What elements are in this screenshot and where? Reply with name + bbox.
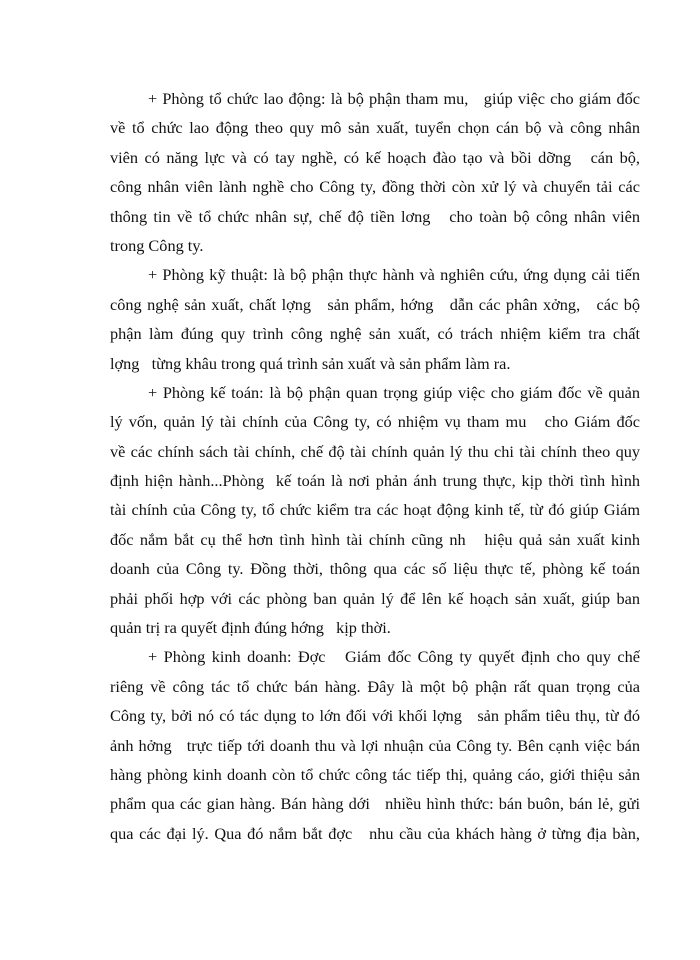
text-line: định hiện hành...Phòng kế toán là nơi phản ánh trung thực, kịp thời tình hình <box>110 471 640 491</box>
paragraph-phong-ke-toan <box>110 378 640 643</box>
paragraph-phong-kinh-doanh <box>110 642 640 848</box>
text-line: + Phòng kinh doanh: Đợc Giám đốc Công ty quyết định cho quy chế <box>148 647 640 667</box>
text-line: lý vốn, quản lý tài chính của Công ty, có nhiệm vụ tham mu cho Giám đốc <box>110 412 640 432</box>
paragraph-phong-to-chuc-lao-dong <box>110 84 640 260</box>
text-line: trong Công ty. <box>110 235 204 255</box>
text-line: về tổ chức lao động theo quy mô sản xuất, tuyển chọn cán bộ và công nhân <box>110 118 640 138</box>
text-line: + Phòng kế toán: là bộ phận quan trọng giúp việc cho giám đốc về quản <box>148 382 640 402</box>
paragraph-phong-ky-thuat <box>110 260 640 378</box>
text-line: công nhân viên lành nghề cho Công ty, đồng thời còn xử lý và chuyển tải các <box>110 177 640 197</box>
text-line: công nghệ sản xuất, chất lợng sản phẩm, hớng dẫn các phân xởng, các bộ <box>110 294 640 314</box>
text-line: lợng từng khâu trong quá trình sản xuất và sản phẩm làm ra. <box>110 353 511 373</box>
text-line: ảnh hởng trực tiếp tới doanh thu và lợi nhuận của Công ty. Bên cạnh việc bán <box>110 735 640 755</box>
text-line: hàng phòng kinh doanh còn tổ chức công tác tiếp thị, quảng cáo, giới thiệu sản <box>110 764 640 784</box>
text-line: thông tin về tổ chức nhân sự, chế độ tiền lơng cho toàn bộ công nhân viên <box>110 206 640 226</box>
text-line: viên có năng lực và có tay nghề, có kế hoạch đào tạo và bồi dỡng cán bộ, <box>110 147 640 167</box>
text-line: riêng về công tác tổ chức bán hàng. Đây là một bộ phận rất quan trọng của <box>110 676 640 696</box>
text-line: + Phòng tổ chức lao động: là bộ phận tham mu, giúp việc cho giám đốc <box>148 89 640 108</box>
text-line: + Phòng kỹ thuật: là bộ phận thực hành và nghiên cứu, ứng dụng cải tiến <box>148 265 640 285</box>
text-line: qua các đại lý. Qua đó nắm bắt đợc nhu cầu của khách hàng ở từng địa bàn, <box>110 823 640 843</box>
text-line: doanh của Công ty. Đồng thời, thông qua các số liệu thực tế, phòng kế toán <box>110 559 640 579</box>
text-line: phải phối hợp với các phòng ban quản lý để lên kế hoạch sản xuất, giúp ban <box>110 588 640 608</box>
text-line: Công ty, bởi nó có tác dụng to lớn đối với khối lợng sản phẩm tiêu thụ, từ đó <box>110 706 640 726</box>
text-line: đốc nắm bắt cụ thể hơn tình hình tài chính cũng nh hiệu quả sản xuất kinh <box>110 529 640 549</box>
text-line: phẩm qua các gian hàng. Bán hàng dới nhiều hình thức: bán buôn, bán lẻ, gửi <box>110 794 640 814</box>
document-page <box>110 84 640 848</box>
text-line: quản trị ra quyết định đúng hớng kịp thời. <box>110 618 391 638</box>
text-line: tài chính của Công ty, tổ chức kiểm tra các hoạt động kinh tế, từ đó giúp Giám <box>110 500 640 520</box>
text-line: phận làm đúng quy trình công nghệ sản xuất, có trách nhiệm kiểm tra chất <box>110 324 640 344</box>
text-line: về các chính sách tài chính, chế độ tài chính quản lý thu chi tài chính theo quy <box>110 441 640 461</box>
